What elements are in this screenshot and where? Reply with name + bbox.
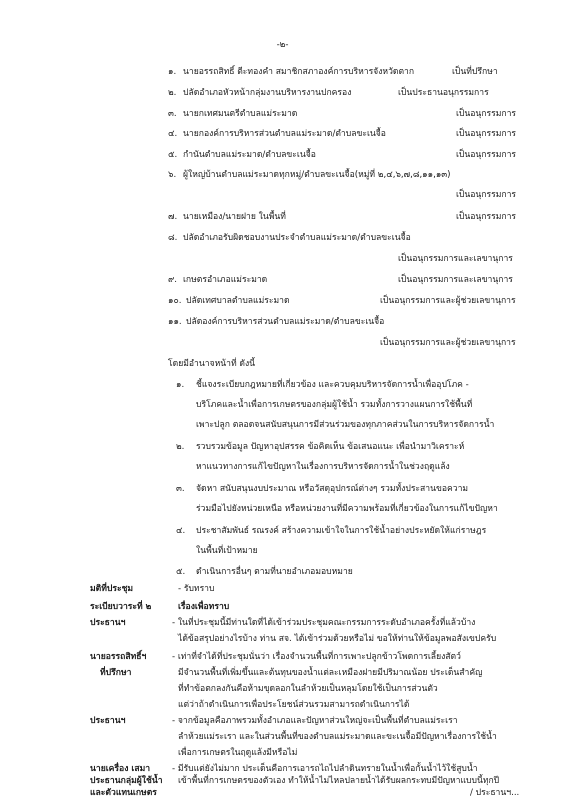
resolution-value: - รับทราบ: [178, 584, 215, 594]
member-10-role: เป็นอนุกรรมการและผู้ช่วยเลขานุการ: [380, 296, 516, 306]
member-11-role: เป็นอนุกรรมการและผู้ช่วยเลขานุการ: [380, 338, 516, 348]
speaker-chairman: ประธานฯ: [90, 716, 126, 726]
duty-3-line: จัดหา สนับสนุนงบประมาณ หรือวัสดุอุปกรณ์ต่างๆ รวมทั้งประสานขอความ: [196, 484, 469, 494]
speech-line: เข้าพื้นที่การเกษตรของตัวเอง ทำให้น้ำไม่ไหลปลายน้ำได้รับผลกระทบมีปัญหาแบบนี้ทุกปี: [178, 776, 500, 786]
duty-1-num: ๑.: [176, 380, 185, 390]
member-2-role: เป็นประธานอนุกรรมการ: [398, 88, 489, 98]
duty-2-line: รวบรวมข้อมูล ปัญหาอุปสรรค ข้อคิดเห็น ข้อเสนอแนะ เพื่อนำมาวิเคราะห์: [196, 442, 465, 452]
member-6-role: เป็นอนุกรรมการ: [456, 190, 517, 200]
speaker-advisor: นายอรรถสิทธิ์ฯ: [90, 652, 147, 662]
member-5-role: เป็นอนุกรรมการ: [456, 150, 517, 160]
member-5-num: ๕.: [168, 150, 178, 160]
member-2-text: ปลัดอำเภอหัวหน้ากลุ่มงานบริหารงานปกครอง: [183, 88, 352, 98]
member-2-num: ๒.: [168, 88, 177, 98]
member-9-text: เกษตรอำเภอแม่ระมาด: [183, 275, 268, 285]
member-3-role: เป็นอนุกรรมการ: [456, 109, 517, 119]
speaker-water-group-role: ประธานกลุ่มผู้ใช้น้ำ: [90, 776, 163, 786]
speech-line: - มีรับแต่ยังไม่มาก ประเด็นคือการเอารถไถไปลำดินทรายในน้ำเพื่อกั้นน้ำไว้ใช้สูบน้ำ: [172, 764, 478, 774]
speaker-advisor-role: ที่ปรึกษา: [100, 668, 132, 678]
member-3-num: ๓.: [168, 109, 177, 119]
duty-1-line: บริโภคและน้ำเพื่อการเกษตรของกลุ่มผู้ใช้น้ำ รวมทั้งการวางแผนการใช้พื้นที่: [196, 400, 473, 410]
member-6-text: ผู้ใหญ่บ้านตำบลแม่ระมาดทุกหมู่/ตำบลขะเนจื้อ(หมู่ที่ ๒,๔,๖,๗,๘,๑๑,๑๓): [183, 170, 451, 180]
duty-1-line: ชี้แจงระเบียบกฎหมายที่เกี่ยวข้อง และควบคุมบริหารจัดการน้ำเพื่ออุปโภค -: [196, 380, 469, 390]
agenda-label: ระเบียบวาระที่ ๒: [90, 602, 152, 612]
duty-5-line: ดำเนินการอื่นๆ ตามที่นายอำเภอมอบหมาย: [196, 567, 353, 577]
duty-2-line: หาแนวทางการแก้ไขปัญหาในเรื่องการบริหารจัดการน้ำในช่วงฤดูแล้ง: [196, 462, 450, 472]
member-7-role: เป็นอนุกรรมการ: [456, 212, 517, 222]
resolution-label: มติที่ประชุม: [90, 584, 134, 594]
speech-line: - เท่าที่จำได้ที่ประชุมนั่นว่า เรื่องจำนวนพื้นที่การเพาะปลูกข้าวโพดการเลี้ยงสัตว์: [172, 652, 461, 662]
member-4-text: นายกองค์การบริหารส่วนตำบลแม่ระมาด/ตำบลขะเนจื้อ: [183, 129, 386, 139]
member-3-text: นายกเทศมนตรีตำบลแม่ระมาด: [183, 109, 298, 119]
member-11-num: ๑๑.: [168, 317, 182, 327]
member-11-text: ปลัดองค์การบริหารส่วนตำบลแม่ระมาด/ตำบลขะเนจื้อ: [186, 317, 385, 327]
duty-3-line: ร่วมมือไปยังหน่วยเหนือ หรือหน่วยงานที่มีความพร้อมที่เกี่ยวข้องในการแก้ไขปัญหา: [196, 504, 498, 514]
speech-line: มีจำนวนพื้นที่เพิ่มขึ้นและต้นทุนของน้ำแต่ละเหมืองฝายมีปริมาณน้อย ประเด็นสำคัญ: [178, 668, 483, 678]
duty-1-line: เพาะปลูก ตลอดจนสนับสนุนการมีส่วนร่วมของทุกภาคส่วนในการบริหารจัดการน้ำ: [196, 420, 495, 430]
member-4-num: ๔.: [168, 129, 178, 139]
speech-line: แต่ว่าถ้าดำเนินการเพื่อประโยชน์ส่วนรวมสามารถดำเนินการได้: [178, 700, 410, 710]
speech-line: ที่ทำข้อตกลงกันคือห้ามขุดลอกในลำห้วยเป็นหลุมโดยใช้เป็นการส่วนตัว: [178, 684, 438, 694]
duty-4-line: ในพื้นที่เป้าหมาย: [196, 546, 258, 556]
speaker-chairman: ประธานฯ: [90, 618, 126, 628]
member-1-text: นายอรรถสิทธิ์ ตีะทองคำ สมาชิกสภาองค์การบริหารจังหวัดตาก: [183, 67, 415, 77]
agenda-title: เรื่องเพื่อทราบ: [178, 602, 230, 612]
member-7-text: นายเหมือง/นายฝาย ในพื้นที่: [183, 212, 286, 222]
speaker-farmer-rep: และตัวแทนเกษตร: [90, 788, 157, 798]
duty-3-num: ๓.: [176, 484, 185, 494]
page-number: -๒-: [276, 40, 289, 50]
duty-5-num: ๕.: [176, 567, 186, 577]
member-1-role: เป็นที่ปรึกษา: [452, 67, 498, 77]
duty-4-line: ประชาสัมพันธ์ รณรงค์ สร้างความเข้าใจในการใช้น้ำอย่างประหยัดให้แก่ราษฎร: [196, 526, 487, 536]
member-9-role: เป็นอนุกรรมการและเลขานุการ: [398, 275, 513, 285]
speech-line: เพื่อการเกษตรในฤดูแล้งมีหรือไม่: [178, 748, 298, 758]
member-8-num: ๘.: [168, 233, 178, 243]
member-8-text: ปลัดอำเภอรับผิดชอบงานประจำตำบลแม่ระมาด/ตำบลขะเนจื้อ: [183, 233, 411, 243]
member-10-num: ๑๐.: [168, 296, 182, 306]
continuation-marker: / ประธานฯ...: [470, 788, 520, 798]
duty-2-num: ๒.: [176, 442, 185, 452]
member-8-role: เป็นอนุกรรมการและเลขานุการ: [398, 254, 513, 264]
member-1-num: ๑.: [168, 67, 177, 77]
member-9-num: ๙.: [168, 275, 178, 285]
speaker-water-group-leader: นายเครื่อง เสมา: [90, 764, 151, 774]
duties-intro: โดยมีอำนาจหน้าที่ ดังนี้: [168, 359, 256, 369]
speech-line: - ในที่ประชุมนี้มีท่านใดที่ได้เข้าร่วมประชุมคณะกรรมการระดับอำเภอครั้งที่แล้วบ้าง: [172, 618, 476, 628]
member-10-text: ปลัดเทศบาลตำบลแม่ระมาด: [186, 296, 290, 306]
speech-line: ลำห้วยแม่ระเรา และในส่วนพื้นที่ของตำบลแม่ระมาดและขะเนจื้อมีปัญหาเรื่องการใช้น้ำ: [178, 732, 497, 742]
speech-line: - จากข้อมูลคือภาพรวมทั้งอำเภอและปัญหาส่วนใหญ่จะเป็นพื้นที่ตำบลแม่ระเรา: [172, 716, 458, 726]
member-4-role: เป็นอนุกรรมการ: [456, 129, 517, 139]
member-5-text: กำนันตำบลแม่ระมาด/ตำบลขะเนจื้อ: [183, 150, 316, 160]
member-7-num: ๗.: [168, 212, 178, 222]
duty-4-num: ๔.: [176, 526, 186, 536]
member-6-num: ๖.: [168, 170, 177, 180]
speech-line: ได้ข้อสรุปอย่างไรบ้าง ท่าน สจ. ได้เข้าร่วมด้วยหรือไม่ ขอให้ท่านให้ข้อมูลพอสังเขปครับ: [178, 634, 497, 644]
